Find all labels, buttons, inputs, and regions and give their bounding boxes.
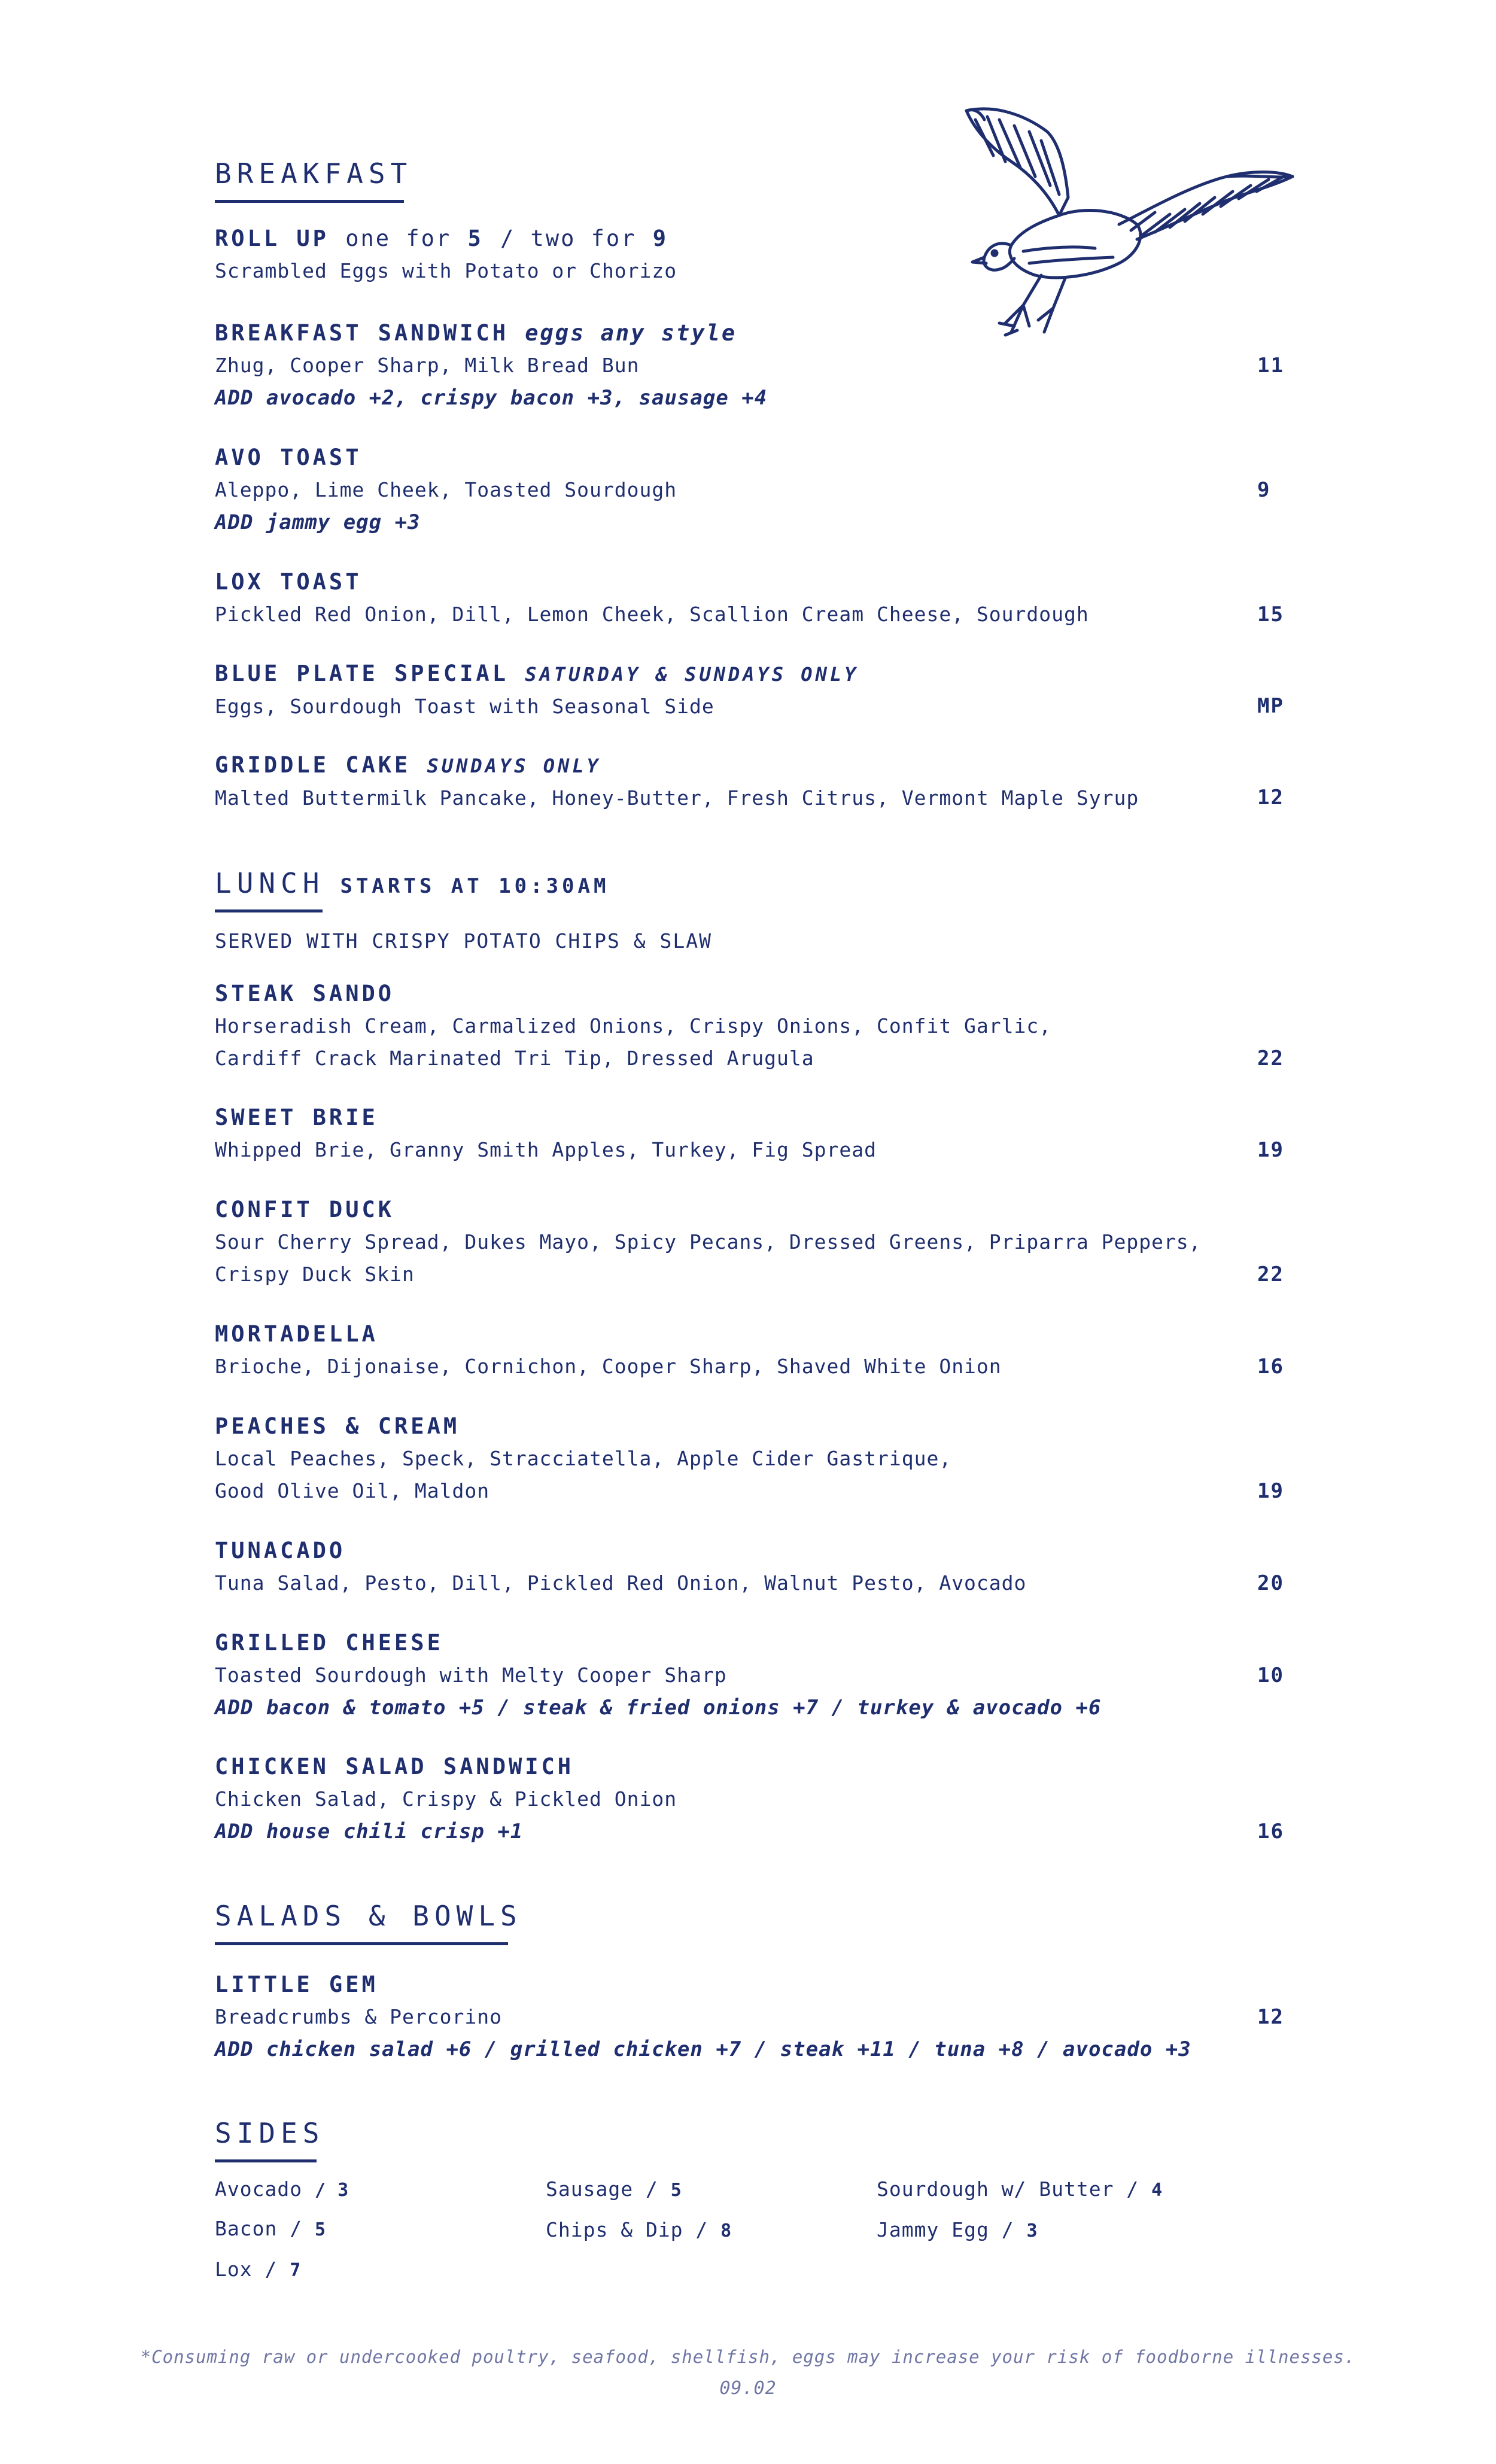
menu-item-chicken-salad-sandwich [215,1751,1292,1848]
item-price: 22 [1257,1263,1284,1286]
item-description: Chicken Salad, Crispy & Pickled Onion [215,1787,677,1811]
item-name: BREAKFAST SANDWICH [215,320,509,346]
item-price: MP [1257,694,1284,718]
menu-item-steak-sando [215,978,1292,1075]
menu-item-tunacado [215,1535,1292,1599]
item-name: GRIDDLE CAKE [215,752,411,778]
item-name: SWEET BRIE [215,1105,378,1130]
item-price: 12 [1257,786,1284,810]
item-name: STEAK SANDO [215,981,395,1006]
item-price: 10 [1257,1663,1284,1687]
menu-item-grilled-cheese [215,1627,1292,1724]
menu-item-mortadella [215,1318,1292,1383]
item-name: LOX TOAST [215,569,362,595]
item-price: 19 [1257,1479,1284,1503]
item-price: 16 [1257,1820,1284,1844]
item-description: Local Peaches, Speck, Stracciatella, Apple Cider Gastrique, [215,1447,952,1470]
item-description: Breadcrumbs & Percorino [215,2005,502,2028]
side-item-lox: Lox / 7 [215,2258,302,2281]
item-addon: ADD jammy egg +3 [215,510,421,534]
item-description: Pickled Red Onion, Dill, Lemon Cheek, Scallion Cream Cheese, Sourdough [215,603,1089,626]
item-price: 12 [1257,2005,1284,2029]
menu-item-blue-plate-special: BLUE PLATE SPECIAL SATURDAY & SUNDAYS ONLY Eggs, Sourdough Toast with Seasonal Side MP [215,658,1292,723]
item-description: Horseradish Cream, Carmalized Onions, Crispy Onions, Confit Garlic, [215,1014,1052,1038]
footer-date: 09.02 [719,2378,777,2399]
item-addon: ADD bacon & tomato +5 / steak & fried onions +7 / turkey & avocado +6 [215,1696,1102,1720]
item-price: 20 [1257,1571,1284,1595]
menu-item-sweet-brie [215,1102,1292,1166]
item-addon: ADD chicken salad +6 / grilled chicken +7 / steak +11 / tuna +8 / avocado +3 [215,2037,1191,2061]
item-description: Crispy Duck Skin [215,1263,415,1286]
side-item-chips-dip: Chips & Dip / 8 [546,2218,732,2241]
item-name: CONFIT DUCK [215,1197,395,1222]
item-description: Toasted Sourdough with Melty Cooper Sharp [215,1663,727,1687]
item-description: Zhug, Cooper Sharp, Milk Bread Bun [215,354,640,377]
item-name: GRILLED CHEESE [215,1630,443,1656]
lunch-subtitle: STARTS AT 10:30AM [340,874,610,898]
item-name: TUNACADO [215,1538,346,1563]
item-price: 22 [1257,1047,1284,1070]
footer-disclaimer: *Consuming raw or undercooked poultry, seafood, shellfish, eggs may increase your risk of foodborne illnesses. [140,2347,1356,2367]
menu-item-confit-duck [215,1194,1292,1291]
side-item-bacon: Bacon / 5 [215,2217,327,2240]
item-price: 11 [1257,354,1284,378]
side-item-avocado: Avocado / 3 [215,2177,349,2201]
item-name: LITTLE GEM [215,1972,378,1997]
item-addon: ADD avocado +2, crispy bacon +3, sausage +4 [215,386,768,410]
item-name: AVO TOAST [215,445,362,470]
sides-heading: SIDES [215,2116,324,2150]
item-description: Eggs, Sourdough Toast with Seasonal Side [215,695,714,718]
item-description: Malted Buttermilk Pancake, Honey-Butter, Fresh Citrus, Vermont Maple Syrup [215,786,1139,810]
item-name: CHICKEN SALAD SANDWICH [215,1754,574,1779]
item-description: Cardiff Crack Marinated Tri Tip, Dressed Arugula [215,1047,814,1070]
menu-item-peaches-cream [215,1410,1292,1507]
item-name: BLUE PLATE SPECIAL [215,661,509,686]
item-price: 15 [1257,603,1284,626]
breakfast-heading: BREAKFAST [215,157,412,190]
item-description: Good Olive Oil, Maldon [215,1479,490,1502]
side-item-sausage: Sausage / 5 [546,2177,682,2201]
item-price: 16 [1257,1355,1284,1379]
item-description: Tuna Salad, Pesto, Dill, Pickled Red Onion, Walnut Pesto, Avocado [215,1571,1027,1595]
menu-item-griddle-cake: GRIDDLE CAKE SUNDAYS ONLY Malted Buttermilk Pancake, Honey-Butter, Fresh Citrus, Vermont Maple Syrup 12 [215,749,1292,814]
item-price: 19 [1257,1138,1284,1162]
menu-item-lox-toast [215,566,1292,631]
menu-item-breakfast-sandwich: BREAKFAST SANDWICH eggs any style Zhug, Cooper Sharp, Milk Bread Bun ADD avocado +2, crispy bacon +3, sausage +4 11 [215,317,1292,414]
item-description: Sour Cherry Spread, Dukes Mayo, Spicy Pecans, Dressed Greens, Priparra Peppers, [215,1230,1202,1254]
item-addon: ADD house chili crisp +1 [215,1820,524,1844]
side-item-jammy-egg: Jammy Egg / 3 [877,2218,1038,2241]
item-description: Scrambled Eggs with Potato or Chorizo [215,259,677,282]
lunch-served-with: SERVED WITH CRISPY POTATO CHIPS & SLAW [215,929,712,953]
item-description: Whipped Brie, Granny Smith Apples, Turkey, Fig Spread [215,1138,877,1161]
side-item-sourdough: Sourdough w/ Butter / 4 [877,2177,1163,2201]
lunch-heading: LUNCH STARTS AT 10:30AM [215,866,609,903]
menu-item-avo-toast [215,442,1292,539]
item-name: MORTADELLA [215,1321,378,1347]
item-name: ROLL UP [215,226,329,251]
item-name: PEACHES & CREAM [215,1413,460,1439]
menu-item-little-gem [215,1969,1292,2065]
item-description: Brioche, Dijonaise, Cornichon, Cooper Sharp, Shaved White Onion [215,1355,1002,1378]
salads-heading: SALADS & BOWLS [215,1899,522,1933]
menu-item-roll-up: ROLL UP one for 5 / two for 9 Scrambled Eggs with Potato or Chorizo [215,223,1292,287]
item-description: Aleppo, Lime Cheek, Toasted Sourdough [215,478,677,501]
item-price: 9 [1257,478,1271,502]
